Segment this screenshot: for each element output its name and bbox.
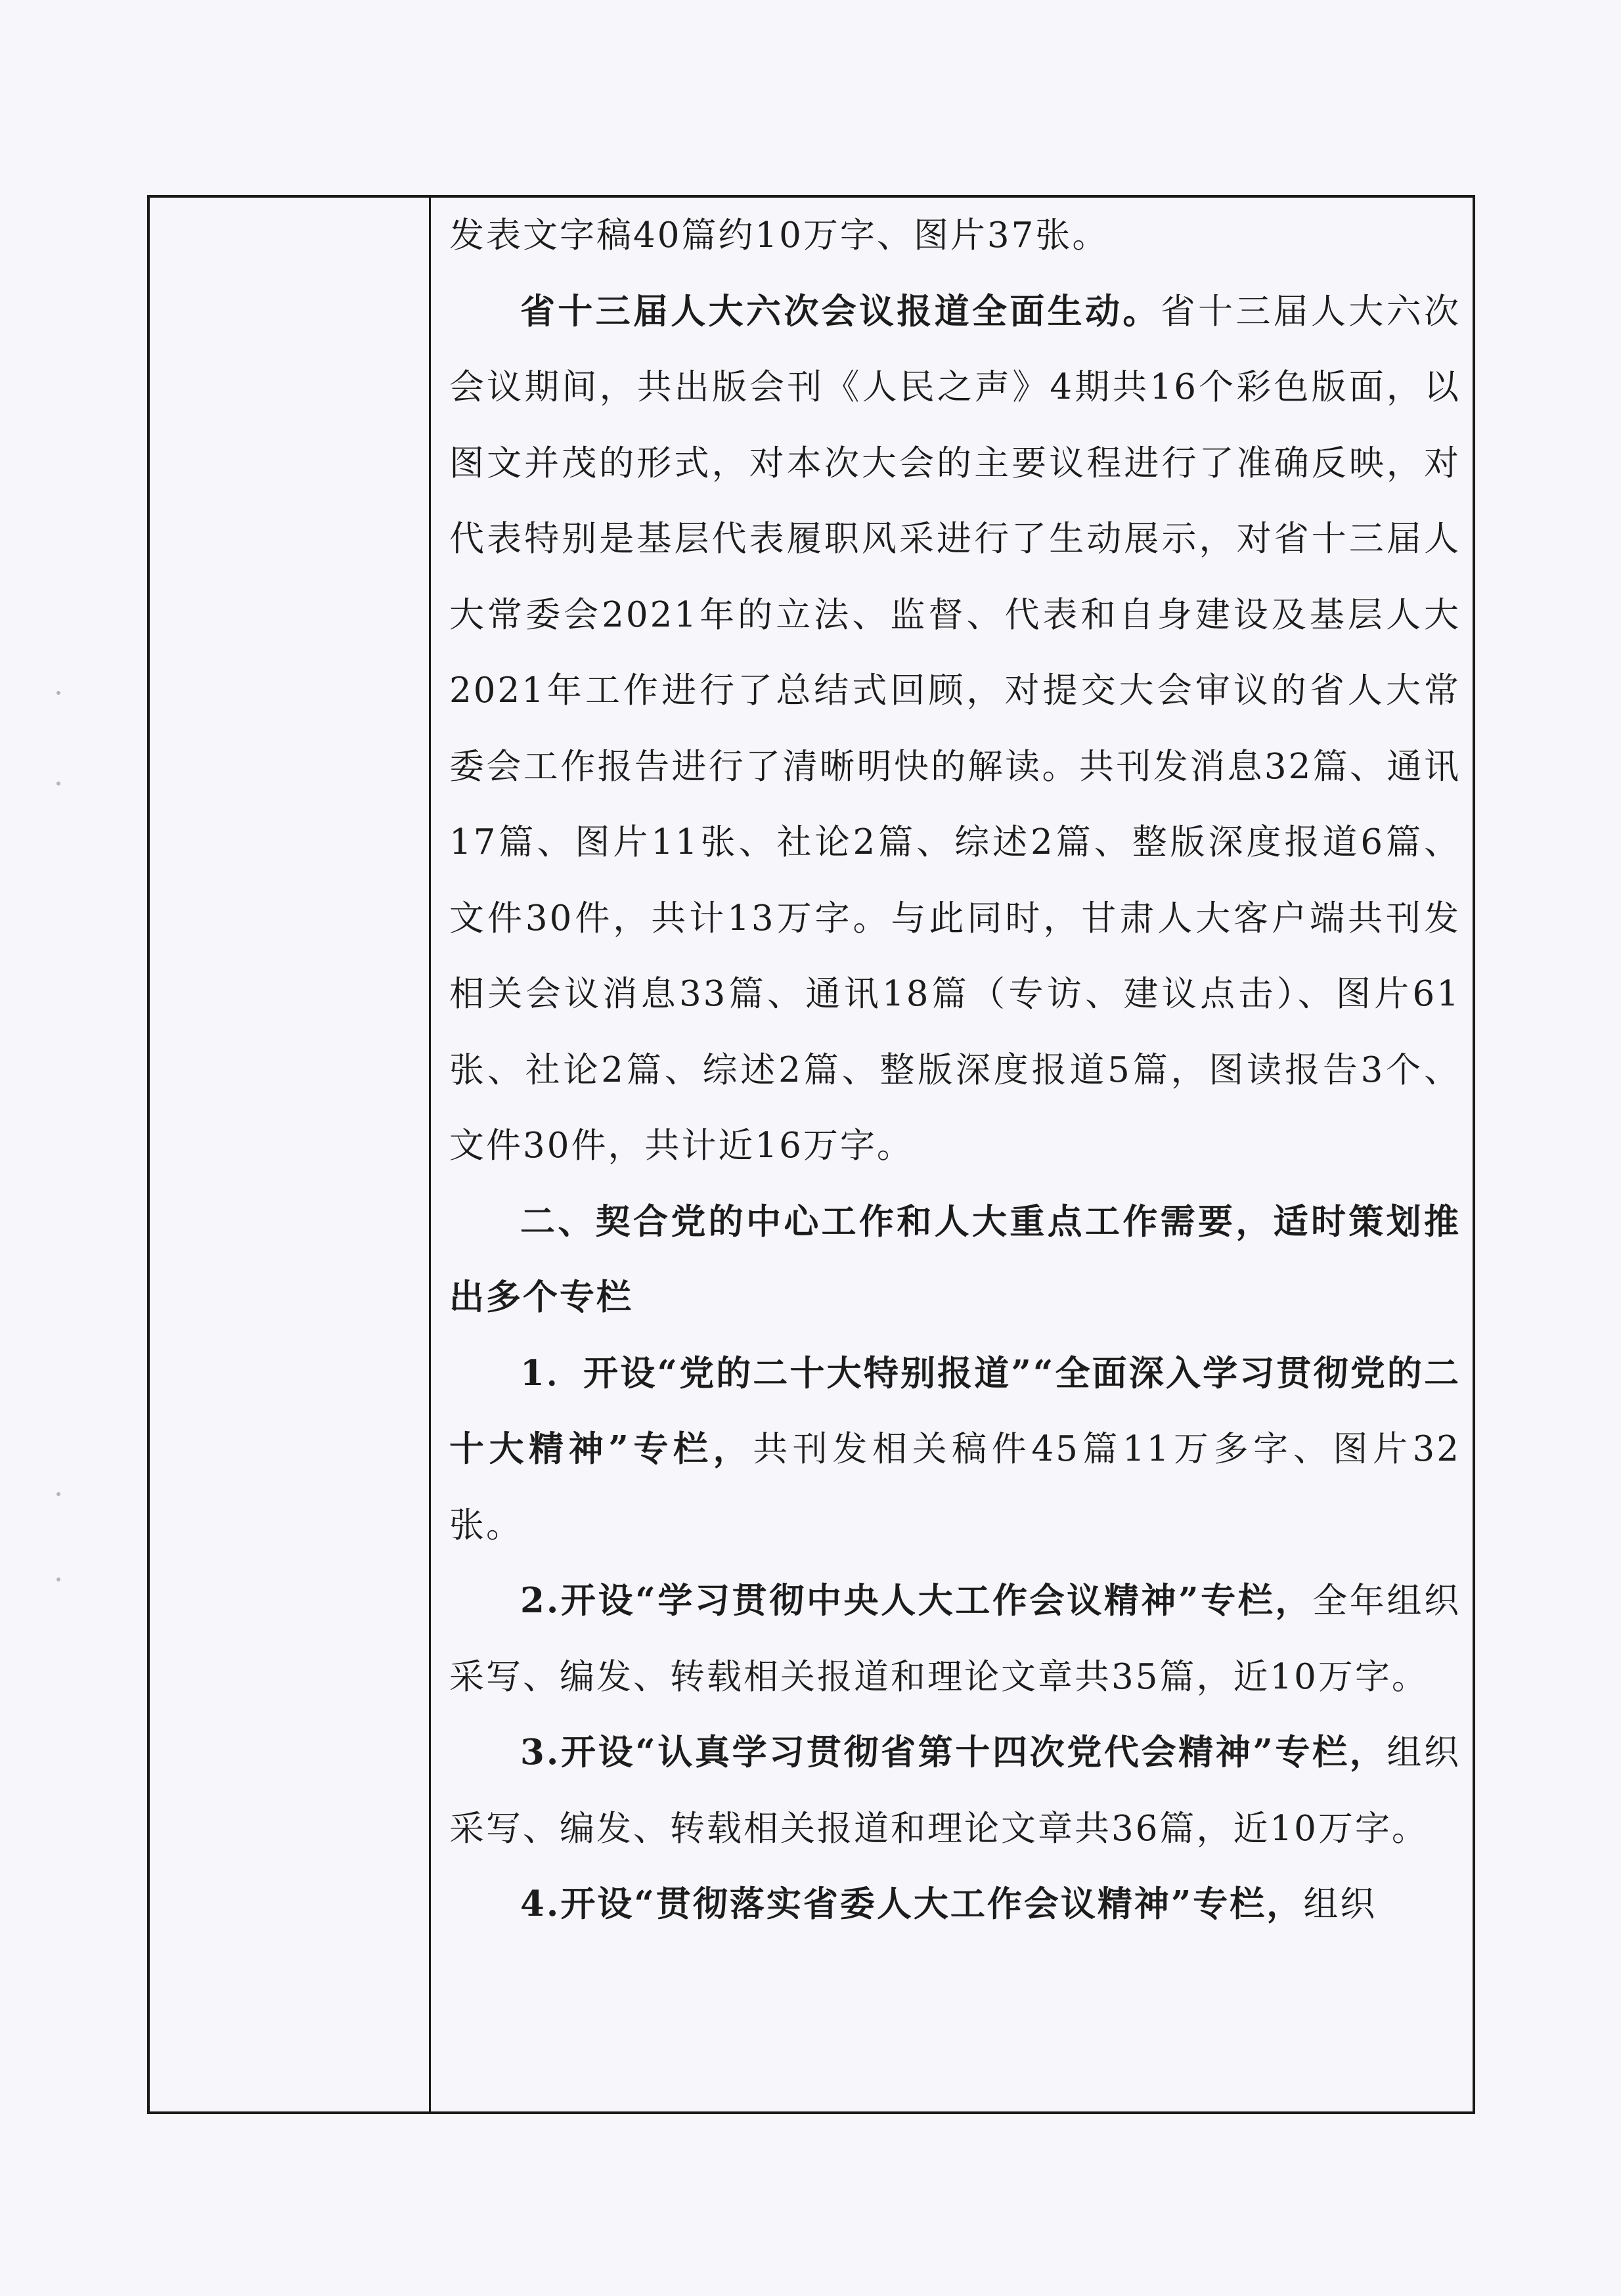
paragraph-1-lead: 省十三届人大六次会议报道全面生动。 [520, 290, 1161, 332]
scan-speck [56, 1578, 60, 1581]
paragraph-6 [449, 1866, 1461, 1943]
paragraph-6-text: 组织 [1303, 1884, 1377, 1924]
table-left-column [150, 198, 431, 2111]
document-table [147, 195, 1475, 2114]
paragraph-5 [449, 1715, 1461, 1866]
paragraph-6-lead: 4.开设“贯彻落实省委人大工作会议精神”专栏， [520, 1884, 1304, 1924]
table-content-cell [449, 198, 1461, 2111]
paragraph-4-text: 全年组织采写、编发、转载相关报道和理论文章共35篇，近10万字。 [449, 1581, 1461, 1697]
scan-speck [56, 782, 60, 785]
section-heading-2: 二、契合党的中心工作和人大重点工作需要，适时策划推出多个专栏 [449, 1201, 1461, 1317]
paragraph-1-text: 省十三届人大六次会议期间，共出版会刊《人民之声》4期共16个彩色版面，以图文并茂的形式，对本次大会的主要议程进行了准确反映，对代表特别是基层代表履职风采进行了生动展示，对省十三届人大常委会2021年的立法、监督、代表和自身建设及基层人大2021年工作进行了总结式回顾，对提交大会审议的省人大常委会工作报告进行了清晰明快的解读。共刊发消息32篇、通讯17篇、图片11张、社论2篇、综述2篇、整版深度报道6篇、文件30件，共计13万字。与此同时，甘肃人大客户端共刊发相关会议消息33篇、通讯18篇（专访、建议点击）、图片61张、社论2篇、综述2篇、整版深度报道5篇，图读报告3个、文件30件，共计近16万字。 [449, 291, 1461, 1166]
paragraph-3 [449, 1336, 1461, 1564]
paragraph-0 [449, 198, 1461, 274]
paragraph-4-lead: 2.开设“学习贯彻中央人大工作会议精神”专栏， [520, 1580, 1313, 1621]
paragraph-3-text: 共刊发相关稿件45篇11万多字、图片32张。 [449, 1429, 1461, 1545]
paragraph-3-lead: 1．开设“党的二十大特别报道”“全面深入学习贯彻党的二十大精神”专栏， [449, 1352, 1461, 1469]
scan-speck [56, 1492, 60, 1496]
paragraph-5-text: 组织采写、编发、转载相关报道和理论文章共36篇，近10万字。 [449, 1733, 1461, 1849]
paragraph-4 [449, 1563, 1461, 1715]
scan-speck [56, 691, 60, 695]
paragraph-0-text: 发表文字稿40篇约10万字、图片37张。 [449, 215, 1109, 255]
paragraph-1 [449, 274, 1461, 1184]
paragraph-5-lead: 3.开设“认真学习贯彻省第十四次党代会精神”专栏， [520, 1732, 1387, 1773]
